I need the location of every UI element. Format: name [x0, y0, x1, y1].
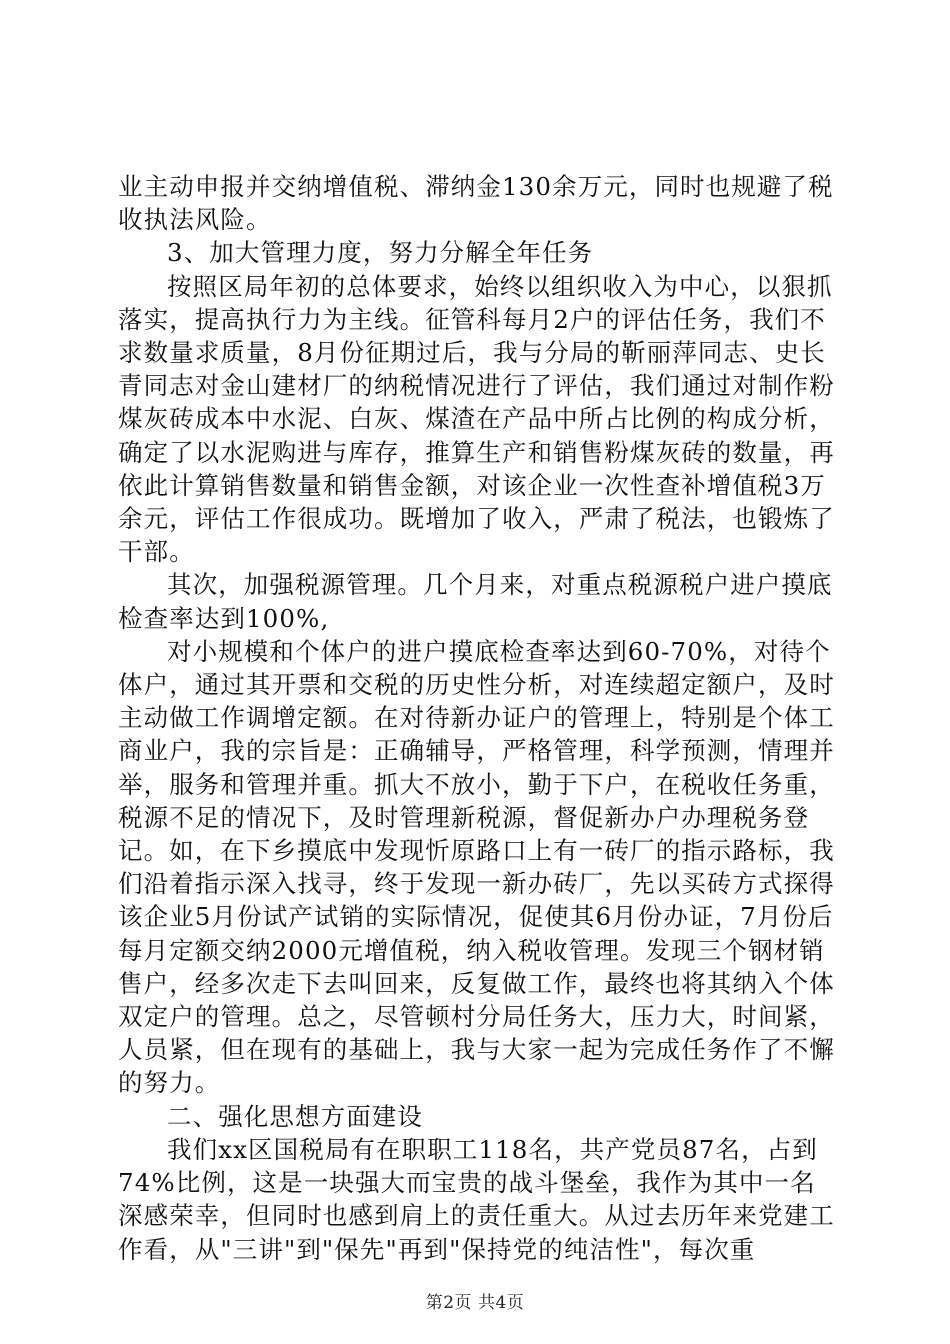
- paragraph-7: 我们xx区国税局有在职职工118名，共产党员87名，占到74%比例，这是一块强大而宝贵的战斗堡垒，我作为其中一名深感荣幸，但同时也感到肩上的责任重大。从过去历年来党建工作看，从"三讲"到"保先"再到"保持党的纯洁性"，每次重: [118, 1134, 835, 1264]
- page-footer: [0, 1288, 950, 1313]
- paragraph-3: 按照区局年初的总体要求，始终以组织收入为中心，以狠抓落实，提高执行力为主线。征管科每月2户的评估任务，我们不求数量求质量，8月份征期过后，我与分局的靳丽萍同志、史长青同志对金山建材厂的纳税情况进行了评估，我们通过对制作粉煤灰砖成本中水泥、白灰、煤渣在产品中所占比例的构成分析，确定了以水泥购进与库存，推算生产和销售粉煤灰砖的数量，再依此计算销售数量和销售金额，对该企业一次性查补增值税3万余元，评估工作很成功。既增加了收入，严肃了税法，也锻炼了干部。: [118, 271, 835, 567]
- paragraph-5: 对小规模和个体户的进户摸底检查率达到60-70%，对待个体户，通过其开票和交税的历史性分析，对连续超定额户，及时主动做工作调增定额。在对待新办证户的管理上，特别是个体工商业户，我的宗旨是：正确辅导，严格管理，科学预测，情理并举，服务和管理并重。抓大不放小，勤于下户，在税收任务重，税源不足的情况下，及时管理新税源，督促新办户办理税务登记。如，在下乡摸底中发现忻原路口上有一砖厂的指示路标，我们沿着指示深入找寻，终于发现一新办砖厂，先以买砖方式探得该企业5月份试产试销的实际情况，促使其6月份办证，7月份后每月定额交纳2000元增值税，纳入税收管理。发现三个钢材销售户，经多次走下去叫回来，反复做工作，最终也将其纳入个体双定户的管理。总之，尽管顿村分局任务大，压力大，时间紧，人员紧，但在现有的基础上，我与大家一起为完成任务作了不懈的努力。: [118, 636, 835, 1098]
- paragraph-4: 其次，加强税源管理。几个月来，对重点税源税户进户摸底检查率达到100%,: [118, 570, 833, 633]
- page-number-label: 第2页 共4页: [425, 1293, 525, 1313]
- paragraph-2-heading: 3、加大管理力度，努力分解全年任务: [167, 238, 594, 268]
- paragraph-1: 业主动申报并交纳增值税、滞纳金130余万元，同时也规避了税收执法风险。: [118, 172, 834, 235]
- document-body: [118, 170, 838, 1266]
- paragraph-6-heading: 二、强化思想方面建设: [167, 1101, 423, 1131]
